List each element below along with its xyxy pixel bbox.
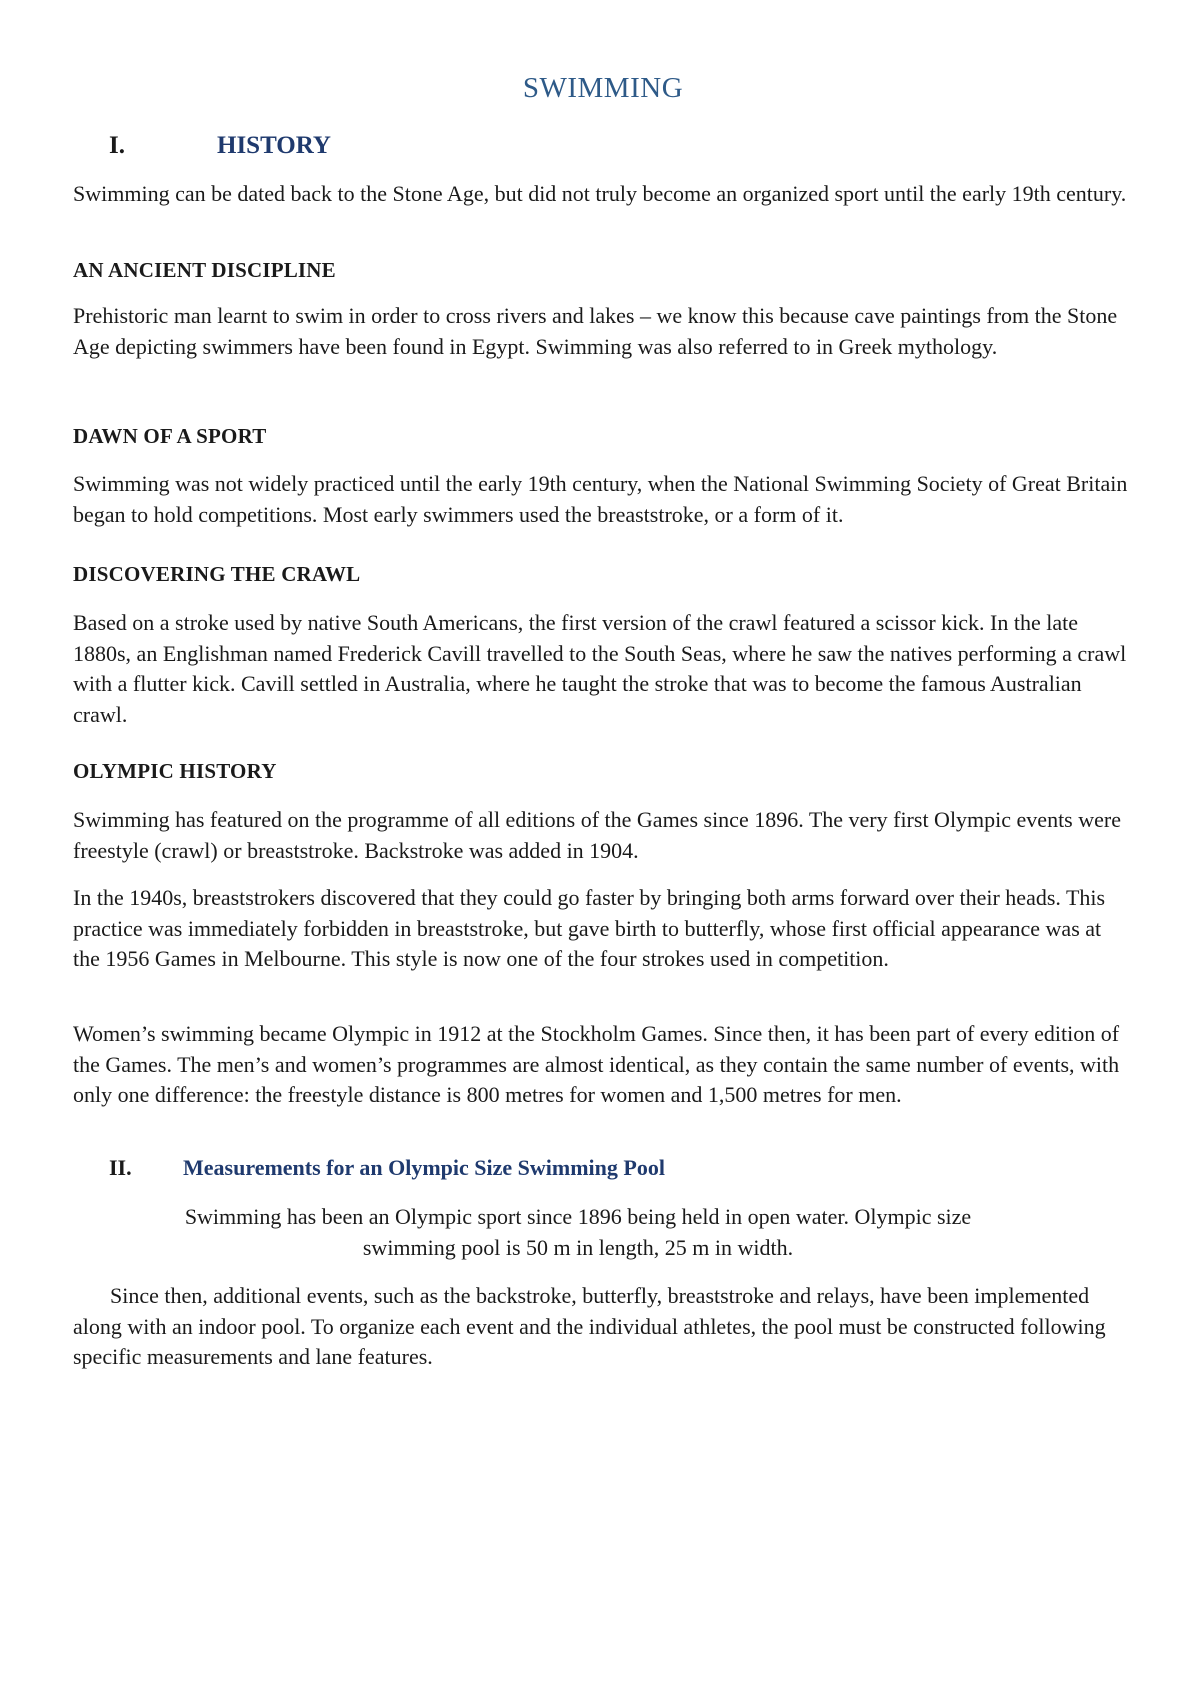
subheading-dawn-of-a-sport: DAWN OF A SPORT — [73, 424, 267, 448]
subheading-olympic-history: OLYMPIC HISTORY — [73, 759, 277, 783]
section-title: HISTORY — [217, 132, 331, 159]
olympic-history-paragraph-2: In the 1940s, breaststrokers discovered that they could go faster by bringing both arms forward over their heads. This practice was immediately forbidden in breaststroke, but gave birth to butterfly, whose first official appearance was at the 1956 Games in Melbourne. This style is now one of the four strokes used in competition. — [73, 885, 1106, 971]
olympic-pool-size-paragraph: Swimming has been an Olympic sport since 1896 being held in open water. Olympic size swimming pool is 50 m in length, 25 m in width. — [184, 1204, 972, 1260]
section-number: II. — [109, 1155, 132, 1180]
section-number: I. — [109, 132, 125, 159]
additional-events-paragraph: Since then, additional events, such as the backstroke, butterfly, breaststroke and relays, have been implemented along with an indoor pool. To organize each event and the individual athletes, the pool must be constructed following specific measurements and lane features. — [73, 1283, 1106, 1369]
ancient-discipline-paragraph: Prehistoric man learnt to swim in order to cross rivers and lakes – we know this because cave paintings from the Stone Age depicting swimmers have been found in Egypt. Swimming was also referred to in Greek mythology. — [73, 303, 1118, 359]
subheading-ancient-discipline: AN ANCIENT DISCIPLINE — [73, 258, 336, 282]
section-heading-history — [109, 132, 331, 160]
subheading-discovering-the-crawl: DISCOVERING THE CRAWL — [73, 562, 361, 586]
olympic-history-paragraph-3: Women’s swimming became Olympic in 1912 at the Stockholm Games. Since then, it has been part of every edition of the Games. The men’s and women’s programmes are almost identical, as they contain the same number of events, with only one difference: the freestyle distance is 800 metres for women and 1,500 metres for men. — [73, 1021, 1120, 1107]
dawn-of-a-sport-paragraph: Swimming was not widely practiced until the early 19th century, when the National Swimming Society of Great Britain began to hold competitions. Most early swimmers used the breaststroke, or a form of it. — [73, 471, 1128, 527]
document-title: SWIMMING — [522, 72, 684, 104]
section-heading-measurements — [109, 1155, 665, 1181]
section-title: Measurements for an Olympic Size Swimming Pool — [183, 1155, 665, 1180]
discovering-crawl-paragraph: Based on a stroke used by native South Americans, the first version of the crawl featured a scissor kick. In the late 1880s, an Englishman named Frederick Cavill travelled to the South Seas, where he saw the natives performing a crawl with a flutter kick. Cavill settled in Australia, where he taught the stroke that was to become the famous Australian crawl. — [73, 610, 1127, 727]
history-intro-paragraph: Swimming can be dated back to the Stone Age, but did not truly become an organized sport until the early 19th century. — [73, 181, 1127, 206]
olympic-history-paragraph-1: Swimming has featured on the programme of all editions of the Games since 1896. The very first Olympic events were freestyle (crawl) or breaststroke. Backstroke was added in 1904. — [73, 807, 1121, 863]
